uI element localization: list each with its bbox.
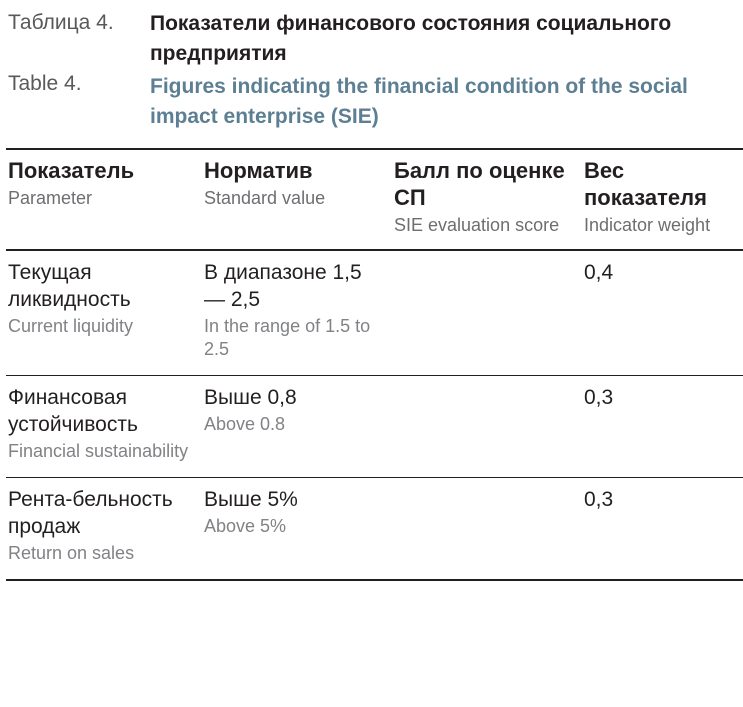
column-header-evaluation-score	[392, 149, 582, 250]
column-header-evaluation-score-en: SIE evaluation score	[394, 215, 560, 235]
caption-title-ru: Показатели финансового состояния социального предприятия	[150, 12, 672, 65]
cell-standard-value-en: Above 0.8	[204, 414, 286, 434]
table-body	[6, 250, 743, 580]
financial-indicators-table	[6, 148, 743, 581]
cell-standard-value-ru: Выше 5%	[204, 488, 298, 511]
cell-indicator-weight	[582, 376, 743, 478]
caption-title-en: Figures indicating the financial condition of the social impact enterprise (SIE)	[150, 75, 688, 128]
table-row	[6, 376, 743, 478]
cell-standard-value	[202, 376, 392, 478]
cell-parameter	[6, 478, 202, 581]
cell-evaluation-score	[392, 250, 582, 376]
column-header-standard-value	[202, 149, 392, 250]
cell-standard-value-ru: Выше 0,8	[204, 386, 297, 409]
cell-parameter	[6, 250, 202, 376]
column-header-parameter	[6, 149, 202, 250]
column-header-parameter-ru: Показатель	[8, 158, 135, 183]
table-header-row	[6, 149, 743, 250]
column-header-parameter-en: Parameter	[8, 188, 93, 208]
cell-standard-value	[202, 478, 392, 581]
cell-parameter-en: Return on sales	[8, 543, 135, 563]
caption-row-en	[6, 69, 737, 132]
cell-standard-value-en: Above 5%	[204, 516, 287, 536]
table-head	[6, 149, 743, 250]
cell-evaluation-score	[392, 478, 582, 581]
cell-indicator-weight-value: 0,3	[584, 488, 614, 511]
cell-parameter-en: Financial sustainability	[8, 441, 189, 461]
table-row	[6, 250, 743, 376]
cell-parameter-en: Current liquidity	[8, 316, 134, 336]
cell-parameter-ru: Текущая ликвидность	[8, 261, 131, 311]
table-caption	[6, 8, 737, 132]
cell-indicator-weight	[582, 478, 743, 581]
column-header-evaluation-score-ru: Балл по оценке СП	[394, 158, 565, 210]
column-header-standard-value-ru: Норматив	[204, 158, 313, 183]
table-container	[6, 148, 737, 581]
caption-label-ru: Таблица 4.	[8, 11, 114, 34]
table-row	[6, 478, 743, 581]
column-header-indicator-weight	[582, 149, 743, 250]
cell-standard-value	[202, 250, 392, 376]
cell-indicator-weight-value: 0,3	[584, 386, 614, 409]
cell-evaluation-score	[392, 376, 582, 478]
column-header-standard-value-en: Standard value	[204, 188, 326, 208]
cell-parameter-ru: Рента-бельность продаж	[8, 488, 173, 538]
cell-indicator-weight	[582, 250, 743, 376]
caption-row-ru	[6, 8, 737, 69]
cell-parameter	[6, 376, 202, 478]
column-header-indicator-weight-en: Indicator weight	[584, 215, 711, 235]
caption-label-en: Table 4.	[8, 72, 82, 95]
cell-parameter-ru: Финансовая устойчивость	[8, 386, 138, 436]
cell-standard-value-en: In the range of 1.5 to 2.5	[204, 316, 371, 359]
cell-indicator-weight-value: 0,4	[584, 261, 614, 284]
column-header-indicator-weight-ru: Вес показателя	[584, 158, 707, 210]
cell-standard-value-ru: В диапазоне 1,5 — 2,5	[204, 261, 362, 311]
